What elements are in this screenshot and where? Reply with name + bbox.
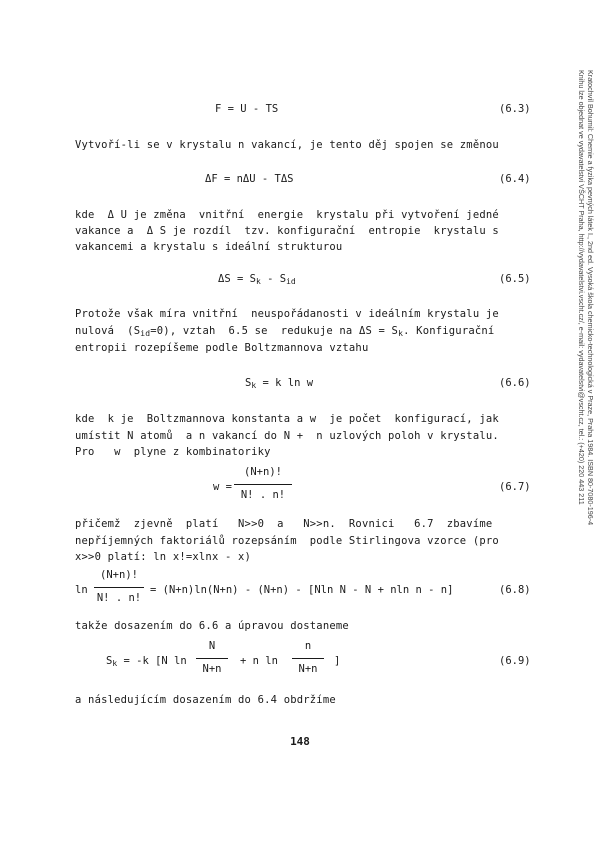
paragraph-3-line-2: nulová $(S_{id}=0)$, vztah 6.5 se redukuje na $\Delta S = S_k$. Konfigurační <box>75 325 495 338</box>
equation-6-5: $\Delta S = S_k - S_{id}$ <box>218 273 296 286</box>
equation-6-9-fraction-bar-2 <box>292 658 324 659</box>
paragraph-7: a následujícím dosazením do 6.4 obdržíme <box>75 694 336 706</box>
equation-6-7-fraction-bar <box>234 484 292 485</box>
paragraph-1: Vytvoří-li se v krystalu n vakancí, je tento děj spojen se změnou <box>75 139 499 151</box>
equation-6-9-denominator-1: N+n <box>202 663 222 675</box>
equation-6-7-denominator: N! . n! <box>240 489 286 501</box>
equation-6-9-denominator-2: N+n <box>298 663 318 675</box>
paragraph-3-line-3: entropii rozepíšeme podle Boltzmannova vztahu <box>75 342 369 354</box>
equation-6-7-number: (6.7) <box>499 481 531 493</box>
page-number: 148 <box>290 735 310 748</box>
equation-6-8-numerator: (N+n)! <box>100 569 138 581</box>
paragraph-6: takže dosazením do 6.6 a úpravou dostaneme <box>75 620 349 632</box>
citation-line-1: Kratochvíl Bohumil: Chemie a fyzika pevných látek I., 2nd ed. Vysoká škola chemicko-technologická v Praze, Praha 1984. ISBN 80-7080-196-4 <box>586 70 595 526</box>
equation-6-9-mid: + n ln <box>240 655 278 667</box>
citation-line-2: Knihu lze objednat ve vydavatelství VŠCHT Praha, http://vydavatelstvi.vscht.cz/, e-mail: vydavatelstvi@vscht.cz, tel.: (+420) 220 443 211 <box>577 70 586 505</box>
equation-6-9-number: (6.9) <box>499 655 531 667</box>
equation-6-7-lhs: w = <box>213 481 232 493</box>
equation-6-4-number: (6.4) <box>499 173 531 185</box>
equation-6-8-rhs: = (N+n)ln(N+n) - (N+n) - [Nln N - N + nln n - n] <box>150 584 454 596</box>
paragraph-3-line-1: Protože však míra vnitřní neuspořádanosti v ideálním krystalu je <box>75 308 499 320</box>
equation-6-8-fraction-bar <box>94 587 144 588</box>
equation-6-3-number: (6.3) <box>499 103 531 115</box>
equation-6-9-lhs: $S_k = -k$ [N ln <box>106 655 187 668</box>
equation-6-9-numerator-2: n <box>304 640 312 652</box>
equation-6-9-end: ] <box>334 655 341 667</box>
equation-6-3: F = U - TS <box>215 103 279 115</box>
equation-6-9-fraction-bar-1 <box>196 658 228 659</box>
citation-sidebar <box>577 70 595 590</box>
equation-6-5-number: (6.5) <box>499 273 531 285</box>
paragraph-5-line-2: nepříjemných faktoriálů rozepsáním podle Stirlingova vzorce (pro <box>75 535 499 547</box>
equation-6-9-numerator-1: N <box>208 640 216 652</box>
equation-6-7-numerator: (N+n)! <box>244 466 282 478</box>
paragraph-2-line-3: vakancemi a krystalu s ideální strukturou <box>75 241 343 253</box>
equation-6-8-lhs: ln <box>75 584 88 596</box>
paragraph-4-line-2: umístit N atomů a n vakancí do N + n uzlových poloh v krystalu. <box>75 430 499 442</box>
equation-6-8-number: (6.8) <box>499 584 531 596</box>
equation-6-4: ΔF = nΔU - TΔS <box>205 173 294 185</box>
paragraph-4-line-1: kde k je Boltzmannova konstanta a w je počet konfigurací, jak <box>75 413 499 425</box>
paragraph-2-line-2: vakance a Δ S je rozdíl tzv. konfigurační entropie krystalu s <box>75 225 499 237</box>
paragraph-5-line-1: přičemž zjevně platí N>>0 a N>>n. Rovnici 6.7 zbavíme <box>75 518 493 530</box>
equation-6-6-number: (6.6) <box>499 377 531 389</box>
paragraph-2-line-1: kde Δ U je změna vnitřní energie krystalu při vytvoření jedné <box>75 209 499 221</box>
paragraph-4-line-3: Pro w plyne z kombinatoriky <box>75 446 271 458</box>
paragraph-5-line-3: x>>0 platí: ln x!=xlnx - x) <box>75 551 252 563</box>
equation-6-6: $S_k = k$ ln w <box>245 377 314 390</box>
equation-6-8-denominator: N! . n! <box>96 592 142 604</box>
